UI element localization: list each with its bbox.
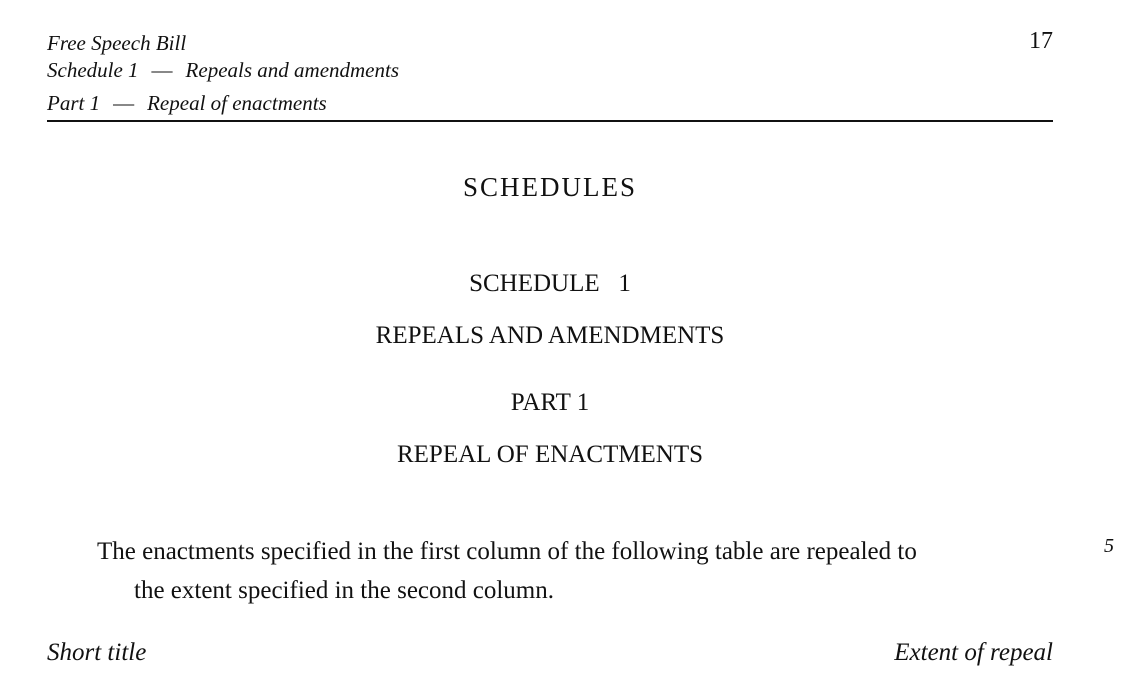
running-head-part [47,93,327,114]
body-paragraph-line-1: The enactments specified in the first column of the following table are repealed to [97,538,917,565]
running-head-schedule-title: Repeals and amendments [185,58,400,82]
body-paragraph [97,532,1057,610]
header-rule [47,120,1053,122]
running-head-part-title: Repeal of enactments [147,91,327,115]
table-header-extent-of-repeal: Extent of repeal [894,639,1053,666]
part-title-heading: REPEAL OF ENACTMENTS [396,441,704,468]
running-head-part-label: Part 1 [47,91,101,115]
body-paragraph-line-2: the extent specified in the second column. [134,577,555,604]
running-head-schedule [47,60,399,81]
page-number: 17 [1029,28,1053,54]
part-number-heading: PART 1 [510,389,590,416]
schedules-heading: SCHEDULES [462,172,637,202]
running-head-bill-title: Free Speech Bill [47,31,187,55]
schedule-title-heading: REPEALS AND AMENDMENTS [375,322,725,349]
table-header-short-title: Short title [47,639,147,666]
schedule-number-heading [47,271,1053,296]
schedule-number-text: SCHEDULE 1 [469,270,631,297]
running-head-separator: — [113,91,135,115]
margin-line-number: 5 [1104,535,1114,557]
running-head-schedule-label: Schedule 1 [47,58,139,82]
running-head-separator: — [151,58,173,82]
